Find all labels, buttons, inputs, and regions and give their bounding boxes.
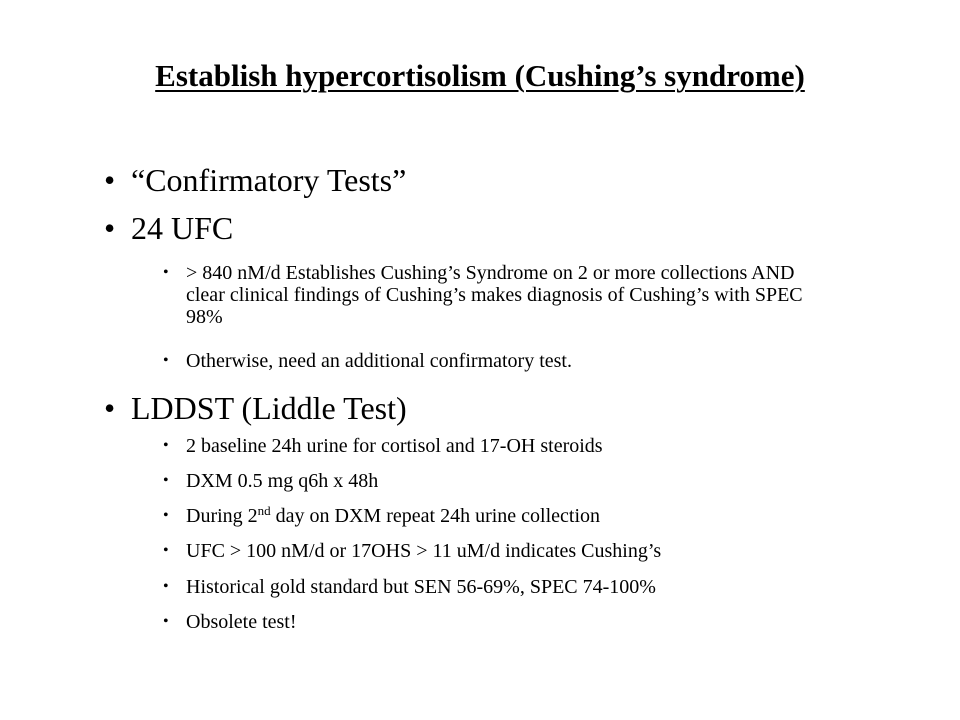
sub-bullet-dot: • [163, 542, 169, 559]
sub-bullet-text: Historical gold standard but SEN 56-69%, SPEC 74-100% [186, 576, 656, 598]
sub-bullet-dot: • [163, 437, 169, 454]
during-text: During 2 [186, 505, 258, 527]
sub-bullet-text: Otherwise, need an additional confirmatory test. [186, 350, 572, 372]
bullet-text: 24 UFC [131, 210, 234, 246]
slide-title: Establish hypercortisolism (Cushing’s syndrome) [155, 58, 805, 93]
bullet-text: “Confirmatory Tests” [131, 162, 407, 198]
bullet-text: LDDST (Liddle Test) [131, 390, 407, 426]
bullet-dot: • [104, 390, 116, 426]
sub-bullet-text [186, 505, 836, 527]
ordinal-superscript: nd [257, 503, 271, 518]
bullet-dot: • [104, 162, 116, 198]
sub-bullet-text: 2 baseline 24h urine for cortisol and 17-OH steroids [186, 435, 603, 457]
sub-bullet-dot: • [163, 472, 169, 489]
during-rest-text: day on DXM repeat 24h urine collection [270, 505, 601, 527]
bullet-dot: • [104, 210, 116, 246]
sub-bullet-text: Obsolete test! [186, 611, 297, 633]
sub-bullet-dot: • [163, 352, 169, 369]
sub-bullet-text: > 840 nM/d Establishes Cushing’s Syndrome on 2 or more collections AND clear clinical findings of Cushing’s makes diagnosis of Cushing’s with SPEC 98% [186, 262, 803, 328]
sub-bullet-text: UFC > 100 nM/d or 17OHS > 11 uM/d indicates Cushing’s [186, 540, 662, 562]
sub-bullet-dot: • [163, 507, 169, 524]
sub-bullet-dot: • [163, 613, 169, 630]
sub-bullet-dot: • [163, 264, 169, 281]
sub-bullet-dot: • [163, 578, 169, 595]
sub-bullet-text: DXM 0.5 mg q6h x 48h [186, 470, 379, 492]
